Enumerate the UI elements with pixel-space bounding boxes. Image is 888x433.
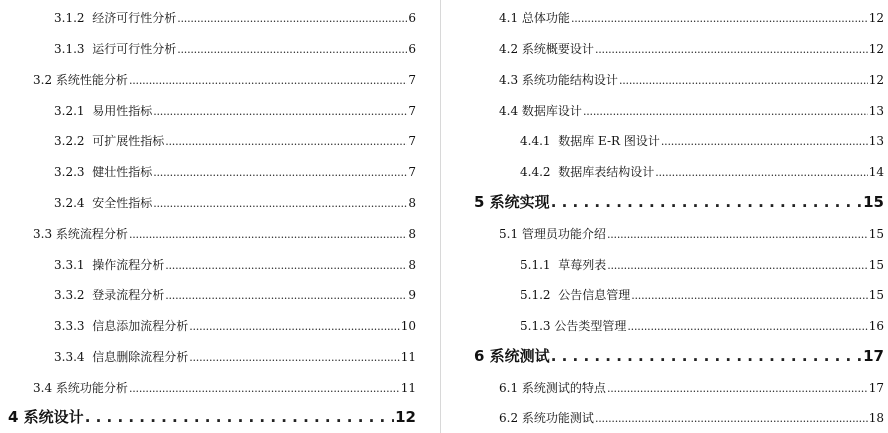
toc-entry-title: 系统实现: [489, 193, 550, 211]
toc-entry-number: 3.2.2: [54, 134, 85, 148]
dot-leader: [129, 74, 407, 88]
toc-entry-title: 登录流程分析: [92, 288, 165, 302]
toc-entry-page: 14: [868, 165, 884, 179]
toc-entry-title: 信息删除流程分析: [92, 350, 189, 364]
dot-leader: [607, 259, 868, 273]
toc-entry-page: 11: [400, 350, 416, 364]
toc-entry-number: 6.1: [499, 381, 519, 395]
dot-leader: [85, 408, 394, 426]
toc-entry-title: 管理员功能介绍: [521, 227, 606, 241]
dot-leader: [189, 320, 400, 334]
toc-entry-page: 17: [868, 381, 884, 395]
toc-entry-page: 15: [868, 288, 884, 302]
toc-chapter-entry[interactable]: [474, 347, 884, 365]
toc-entry[interactable]: [54, 42, 416, 57]
dot-leader: [165, 259, 407, 273]
dot-leader: [177, 43, 407, 57]
dot-leader: [153, 105, 407, 119]
dot-leader: [655, 166, 868, 180]
toc-entry[interactable]: [520, 165, 884, 180]
toc-entry[interactable]: [54, 104, 416, 119]
toc-entry[interactable]: [499, 381, 884, 396]
toc-entry[interactable]: [520, 258, 884, 273]
toc-entry-number: 4: [8, 408, 19, 426]
toc-entry-number: 3.3.3: [54, 319, 85, 333]
toc-entry-page: 13: [868, 104, 884, 118]
toc-entry-page: 8: [408, 196, 416, 210]
toc-entry-page: 16: [868, 319, 884, 333]
dot-leader: [153, 197, 407, 211]
dot-leader: [595, 412, 868, 426]
column-divider: [440, 0, 441, 433]
toc-entry-number: 3.1.3: [54, 42, 85, 56]
toc-entry-title: 系统测试的特点: [521, 381, 606, 395]
toc-entry[interactable]: [54, 196, 416, 211]
toc-entry-number: 4.2: [499, 42, 519, 56]
toc-entry-title: 系统性能分析: [55, 73, 128, 87]
toc-entry[interactable]: [54, 134, 416, 149]
toc-entry-number: 3.2.1: [54, 104, 85, 118]
toc-entry-title: 易用性指标: [92, 104, 153, 118]
dot-leader: [177, 12, 407, 26]
dot-leader: [571, 12, 868, 26]
toc-entry-number: 3.3.4: [54, 350, 85, 364]
dot-leader: [129, 382, 400, 396]
toc-entry-number: 3.3.1: [54, 258, 85, 272]
dot-leader: [551, 193, 862, 211]
toc-entry-title: 公告信息管理: [558, 288, 631, 302]
toc-entry[interactable]: [33, 73, 416, 88]
toc-entry[interactable]: [54, 258, 416, 273]
toc-entry-page: 10: [400, 319, 416, 333]
toc-entry-title: 运行可行性分析: [92, 42, 177, 56]
toc-entry-title: 操作流程分析: [92, 258, 165, 272]
toc-entry-page: 13: [868, 134, 884, 148]
toc-entry-page: 15: [868, 258, 884, 272]
dot-leader: [595, 43, 868, 57]
toc-entry-number: 6.2: [499, 411, 519, 425]
toc-entry-number: 5.1.1: [520, 258, 551, 272]
toc-entry[interactable]: [520, 319, 884, 334]
toc-entry-page: 6: [408, 42, 416, 56]
toc-entry-title: 系统测试: [489, 347, 550, 365]
dot-leader: [619, 74, 868, 88]
toc-entry[interactable]: [520, 134, 884, 149]
dot-leader: [627, 320, 867, 334]
toc-entry[interactable]: [54, 165, 416, 180]
toc-entry-number: 6: [474, 347, 485, 365]
toc-entry-page: 7: [408, 73, 416, 87]
toc-entry-title: 系统流程分析: [55, 227, 128, 241]
toc-entry-number: 3.1.2: [54, 11, 85, 25]
toc-entry-title: 系统设计: [23, 408, 84, 426]
toc-entry-title: 经济可行性分析: [92, 11, 177, 25]
dot-leader: [153, 166, 407, 180]
toc-entry-number: 3.3: [33, 227, 53, 241]
toc-entry-number: 5.1.3: [520, 319, 551, 333]
toc-entry[interactable]: [54, 350, 416, 365]
toc-entry[interactable]: [54, 319, 416, 334]
toc-entry-number: 4.4.2: [520, 165, 551, 179]
dot-leader: [165, 289, 407, 303]
toc-entry-title: 总体功能: [521, 11, 570, 25]
dot-leader: [631, 289, 868, 303]
toc-entry-page: 15: [863, 193, 884, 211]
toc-entry-page: 15: [868, 227, 884, 241]
toc-entry-page: 11: [400, 381, 416, 395]
toc-entry-title: 信息添加流程分析: [92, 319, 189, 333]
toc-entry-page: 12: [868, 73, 884, 87]
toc-entry-title: 可扩展性指标: [92, 134, 165, 148]
toc-entry-number: 3.2.3: [54, 165, 85, 179]
toc-entry-title: 数据库 E-R 图设计: [558, 134, 660, 148]
toc-entry-number: 5.1.2: [520, 288, 551, 302]
toc-entry-number: 5: [474, 193, 485, 211]
toc-entry[interactable]: [499, 11, 884, 26]
toc-entry-title: 系统功能结构设计: [521, 73, 618, 87]
toc-entry-number: 4.4: [499, 104, 519, 118]
toc-entry-page: 9: [408, 288, 416, 302]
toc-entry-title: 健壮性指标: [92, 165, 153, 179]
toc-entry-number: 4.1: [499, 11, 519, 25]
toc-entry-number: 3.2.4: [54, 196, 85, 210]
toc-entry[interactable]: [33, 227, 416, 242]
dot-leader: [129, 228, 407, 242]
toc-entry[interactable]: [499, 411, 884, 426]
toc-entry[interactable]: [499, 42, 884, 57]
toc-entry-number: 3.3.2: [54, 288, 85, 302]
toc-entry-page: 7: [408, 104, 416, 118]
toc-entry-number: 4.4.1: [520, 134, 551, 148]
toc-entry[interactable]: [499, 104, 884, 119]
toc-chapter-entry[interactable]: [8, 408, 416, 426]
toc-entry[interactable]: [520, 288, 884, 303]
toc-entry[interactable]: [499, 227, 884, 242]
toc-entry-page: 7: [408, 165, 416, 179]
toc-entry-number: 3.4: [33, 381, 53, 395]
toc-entry-title: 系统功能测试: [521, 411, 594, 425]
toc-entry-page: 17: [863, 347, 884, 365]
dot-leader: [189, 351, 400, 365]
dot-leader: [661, 135, 868, 149]
dot-leader: [551, 347, 862, 365]
toc-entry-page: 12: [868, 42, 884, 56]
dot-leader: [583, 105, 868, 119]
toc-entry[interactable]: [54, 288, 416, 303]
toc-entry-page: 7: [408, 134, 416, 148]
toc-entry[interactable]: [499, 73, 884, 88]
toc-entry-number: 3.2: [33, 73, 53, 87]
toc-entry-page: 8: [408, 227, 416, 241]
toc-entry-page: 18: [868, 411, 884, 425]
toc-entry[interactable]: [33, 381, 416, 396]
toc-entry[interactable]: [54, 11, 416, 26]
toc-entry-title: 草莓列表: [558, 258, 607, 272]
toc-entry-title: 系统功能分析: [55, 381, 128, 395]
toc-entry-page: 8: [408, 258, 416, 272]
toc-entry-page: 6: [408, 11, 416, 25]
toc-entry-title: 公告类型管理: [554, 319, 627, 333]
toc-entry-number: 4.3: [499, 73, 519, 87]
dot-leader: [607, 382, 868, 396]
toc-entry-title: 数据库表结构设计: [558, 165, 655, 179]
dot-leader: [607, 228, 868, 242]
toc-entry-title: 数据库设计: [521, 104, 582, 118]
toc-entry-number: 5.1: [499, 227, 519, 241]
toc-entry-page: 12: [395, 408, 416, 426]
toc-entry-title: 系统概要设计: [521, 42, 594, 56]
dot-leader: [165, 135, 407, 149]
toc-entry-page: 12: [868, 11, 884, 25]
toc-chapter-entry[interactable]: [474, 193, 884, 211]
toc-entry-title: 安全性指标: [92, 196, 153, 210]
